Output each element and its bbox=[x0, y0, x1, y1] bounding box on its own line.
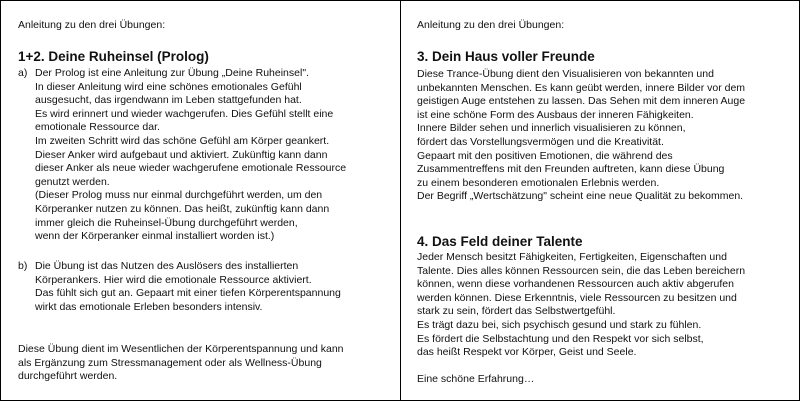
text-line: Jeder Mensch besitzt Fähigkeiten, Fertigkeiten, Eigenschaften und bbox=[417, 251, 727, 263]
text-line: Diese Übung dient im Wesentlichen der Körperentspannung und kann bbox=[18, 343, 344, 355]
text-line: Diese Trance-Übung dient den Visualisieren von bekannten und bbox=[417, 68, 714, 80]
text-line: Körperanker nutzen zu können. Das heißt, zukünftig kann dann bbox=[35, 202, 330, 215]
left-footer-paragraph bbox=[18, 343, 344, 384]
right-column bbox=[417, 1, 793, 400]
text-line: geistigen Auge entstehen zu lassen. Das Sehen mit dem inneren Auge bbox=[417, 95, 746, 108]
text-line: wenn der Körperanker einmal installiert worden ist.) bbox=[35, 230, 275, 243]
list-marker-a: a) bbox=[18, 67, 28, 79]
section-heading-talente: 4. Das Feld deiner Talente bbox=[417, 234, 583, 249]
text-line: Das fühlt sich gut an. Gepaart mit einer tiefen Körperentspannung bbox=[35, 287, 341, 300]
left-column bbox=[18, 1, 392, 400]
text-line: Dieser Anker wird aufgebaut und aktiviert. Zukünftig kann dann bbox=[35, 148, 328, 161]
text-line: genutzt werden. bbox=[35, 175, 110, 188]
text-line: können, wenn diese vorhandenen Ressourcen auch aktiv abgerufen bbox=[417, 278, 734, 291]
section-feld-der-talente bbox=[417, 234, 745, 360]
right-intro: Anleitung zu den drei Übungen: bbox=[417, 19, 565, 31]
text-line: emotionale Ressource dar. bbox=[35, 121, 160, 134]
text-line: als Ergänzung zum Stressmanagement oder als Wellness-Übung bbox=[18, 356, 322, 369]
text-line: In dieser Anleitung wird eine schönes emotionales Gefühl bbox=[35, 80, 302, 93]
text-line: ausgesucht, das irgendwann im Leben stattgefunden hat. bbox=[35, 94, 302, 107]
text-line: (Dieser Prolog muss nur einmal durchgeführt werden, um den bbox=[35, 189, 323, 202]
text-line: unbekannten Menschen. Es kann geübt werden, innere Bilder vor dem bbox=[417, 81, 746, 94]
section-ruheinsel bbox=[18, 49, 209, 65]
text-line: Im zweiten Schritt wird das schöne Gefühl am Körper geankert. bbox=[35, 134, 330, 147]
column-divider bbox=[400, 1, 401, 400]
text-line: durchgeführt werden. bbox=[18, 370, 118, 383]
text-line: werden können. Diese Erkenntnis, viele Ressourcen zu besitzen und bbox=[417, 291, 737, 304]
text-line: Es wird erinnert und wieder wachgerufen. Dies Gefühl stellt eine bbox=[35, 107, 334, 120]
text-line: Es trägt dazu bei, sich psychisch gesund und stark zu fühlen. bbox=[417, 318, 702, 331]
list-item-b-text bbox=[35, 260, 341, 314]
text-line: Körperankers. Hier wird die emotionale Ressource aktiviert. bbox=[35, 273, 312, 286]
text-line: wirkt das emotionale Erleben besonders intensiv. bbox=[35, 300, 263, 313]
section-heading-haus: 3. Dein Haus voller Freunde bbox=[417, 49, 595, 64]
text-line: zu einem besonderen emotionalen Erlebnis werden. bbox=[417, 176, 660, 189]
text-line: Die Übung ist das Nutzen des Auslösers des installierten bbox=[35, 260, 299, 272]
text-line: Gepaart mit den positiven Emotionen, die während des bbox=[417, 149, 673, 162]
section-haus-voller-freunde bbox=[417, 49, 745, 204]
text-line: Es fördert die Selbstachtung und den Respekt vor sich selbst, bbox=[417, 332, 704, 345]
text-line: dieser Anker als neue wieder wachgerufene emotionale Ressource bbox=[35, 162, 347, 175]
section-heading-ruheinsel: 1+2. Deine Ruheinsel (Prolog) bbox=[18, 49, 209, 64]
text-line: ist eine schöne Form des Ausbaus der inneren Fähigkeiten. bbox=[417, 108, 694, 121]
text-line: Zusammentreffens mit den Freunden auftreten, kann diese Übung bbox=[417, 163, 725, 176]
text-line: Talente. Dies alles können Ressourcen sein, die das Leben bereichern bbox=[417, 264, 746, 277]
text-line: Der Prolog ist eine Anleitung zur Übung „Deine Ruheinsel". bbox=[35, 67, 309, 79]
text-line: Der Begriff „Wertschätzung" scheint eine neue Qualität zu bekommen. bbox=[417, 190, 744, 203]
text-line: das heißt Respekt vor Körper, Geist und Seele. bbox=[417, 346, 637, 359]
text-line: stark zu sein, fördert das Selbstwertgefühl. bbox=[417, 305, 616, 318]
text-line: immer gleich die Ruheinsel-Übung durchgeführt werden, bbox=[35, 216, 298, 229]
text-line: Innere Bilder sehen und innerlich visualisieren zu können, bbox=[417, 122, 686, 135]
list-item-a-text bbox=[35, 67, 346, 244]
list-marker-b: b) bbox=[18, 260, 28, 272]
left-intro: Anleitung zu den drei Übungen: bbox=[18, 19, 166, 31]
text-line: fördert das Vorstellungsvermögen und die Kreativität. bbox=[417, 135, 664, 148]
closing-line: Eine schöne Erfahrung… bbox=[417, 373, 535, 385]
